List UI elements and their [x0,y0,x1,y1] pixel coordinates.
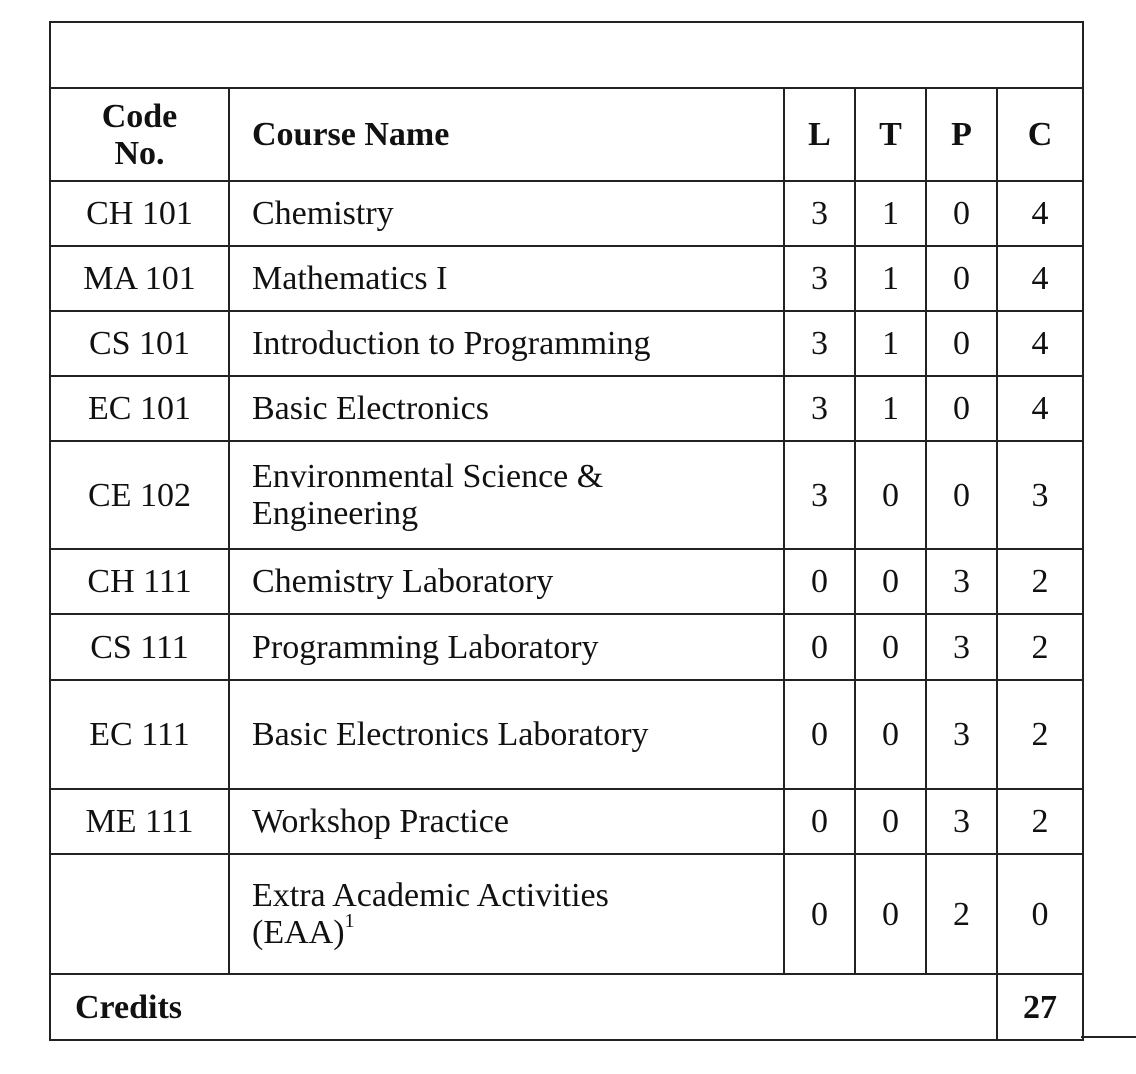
header-t: T [855,88,926,181]
lecture-hours: 3 [784,376,855,441]
practical-hours: 0 [926,246,997,311]
table-row [50,549,1083,614]
course-name: Extra Academic Activities (EAA) [252,877,609,951]
course-code [50,854,229,974]
practical-hours: 0 [926,441,997,549]
course-code: CH 111 [50,549,229,614]
credits-row [50,974,1083,1040]
course-code: CE 102 [50,441,229,549]
tutorial-hours: 0 [855,614,926,680]
credit-value: 2 [997,614,1083,680]
tutorial-hours: 0 [855,549,926,614]
table-row [50,181,1083,246]
table-row [50,441,1083,549]
title-cell [50,22,1083,88]
course-code: EC 101 [50,376,229,441]
course-name: Programming Laboratory [229,614,784,680]
lecture-hours: 0 [784,854,855,974]
header-c: C [997,88,1083,181]
table-row [50,680,1083,789]
credit-value: 4 [997,246,1083,311]
trailing-rule [1081,1036,1136,1038]
header-p: P [926,88,997,181]
tutorial-hours: 0 [855,854,926,974]
practical-hours: 3 [926,614,997,680]
practical-hours: 0 [926,376,997,441]
practical-hours: 3 [926,549,997,614]
title-row [50,22,1083,88]
header-course-name: Course Name [229,88,784,181]
course-code: ME 111 [50,789,229,854]
lecture-hours: 3 [784,441,855,549]
credit-value: 4 [997,181,1083,246]
tutorial-hours: 1 [855,311,926,376]
header-l: L [784,88,855,181]
practical-hours: 0 [926,181,997,246]
course-name-cell [229,854,784,974]
lecture-hours: 0 [784,614,855,680]
table-row [50,789,1083,854]
credit-value: 2 [997,789,1083,854]
lecture-hours: 3 [784,311,855,376]
credit-value: 3 [997,441,1083,549]
practical-hours: 3 [926,789,997,854]
credit-value: 0 [997,854,1083,974]
lecture-hours: 3 [784,181,855,246]
lecture-hours: 3 [784,246,855,311]
lecture-hours: 0 [784,789,855,854]
practical-hours: 3 [926,680,997,789]
table-row [50,311,1083,376]
table-row [50,246,1083,311]
credit-value: 2 [997,680,1083,789]
course-code: EC 111 [50,680,229,789]
lecture-hours: 0 [784,549,855,614]
credit-value: 4 [997,311,1083,376]
tutorial-hours: 0 [855,441,926,549]
course-name: Basic Electronics [229,376,784,441]
header-code: Code No. [50,88,229,181]
header-row [50,88,1083,181]
course-name: Environmental Science & Engineering [229,441,784,549]
table-row [50,614,1083,680]
course-name: Chemistry [229,181,784,246]
course-name: Workshop Practice [229,789,784,854]
credit-value: 4 [997,376,1083,441]
practical-hours: 2 [926,854,997,974]
tutorial-hours: 0 [855,680,926,789]
table-row [50,376,1083,441]
course-name: Introduction to Programming [229,311,784,376]
tutorial-hours: 1 [855,181,926,246]
credits-total: 27 [997,974,1083,1040]
course-name: Basic Electronics Laboratory [229,680,784,789]
course-code: CS 101 [50,311,229,376]
course-name: Mathematics I [229,246,784,311]
lecture-hours: 0 [784,680,855,789]
practical-hours: 0 [926,311,997,376]
tutorial-hours: 1 [855,246,926,311]
course-code: MA 101 [50,246,229,311]
credit-value: 2 [997,549,1083,614]
footnote-marker: 1 [344,909,355,932]
course-code: CH 101 [50,181,229,246]
tutorial-hours: 1 [855,376,926,441]
course-name: Chemistry Laboratory [229,549,784,614]
course-table [49,21,1084,1041]
tutorial-hours: 0 [855,789,926,854]
credits-label: Credits [50,974,997,1040]
course-code: CS 111 [50,614,229,680]
table-row [50,854,1083,974]
